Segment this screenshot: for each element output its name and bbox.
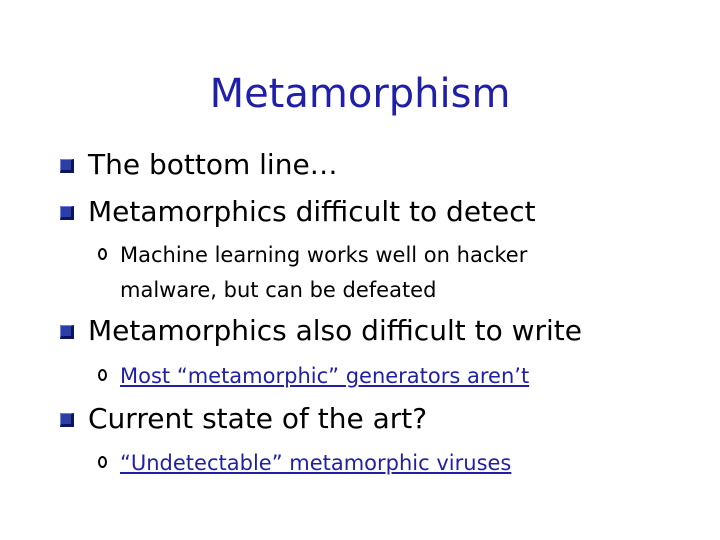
sub-bullet-text-line2: malware, but can be defeated — [120, 278, 437, 302]
hollow-circle-bullet-icon — [98, 369, 107, 381]
square-bullet-icon — [60, 206, 74, 220]
square-bullet-icon — [60, 159, 74, 173]
bullet-text: Metamorphics also difficult to write — [88, 314, 583, 347]
bullet-text: Metamorphics difficult to detect — [88, 195, 536, 228]
bullet-text: The bottom line… — [88, 148, 338, 181]
undetectable-viruses-link[interactable]: “Undetectable” metamorphic viruses — [120, 451, 512, 475]
slide-title: Metamorphism — [209, 71, 511, 117]
sub-bullet-text-line1: Machine learning works well on hacker — [120, 243, 528, 267]
generators-link[interactable]: Most “metamorphic” generators aren’t — [120, 364, 530, 388]
bullet-text: Current state of the art? — [88, 402, 428, 435]
hollow-circle-bullet-icon — [98, 248, 107, 260]
square-bullet-icon — [60, 413, 74, 427]
hollow-circle-bullet-icon — [98, 456, 107, 468]
square-bullet-icon — [60, 325, 74, 339]
